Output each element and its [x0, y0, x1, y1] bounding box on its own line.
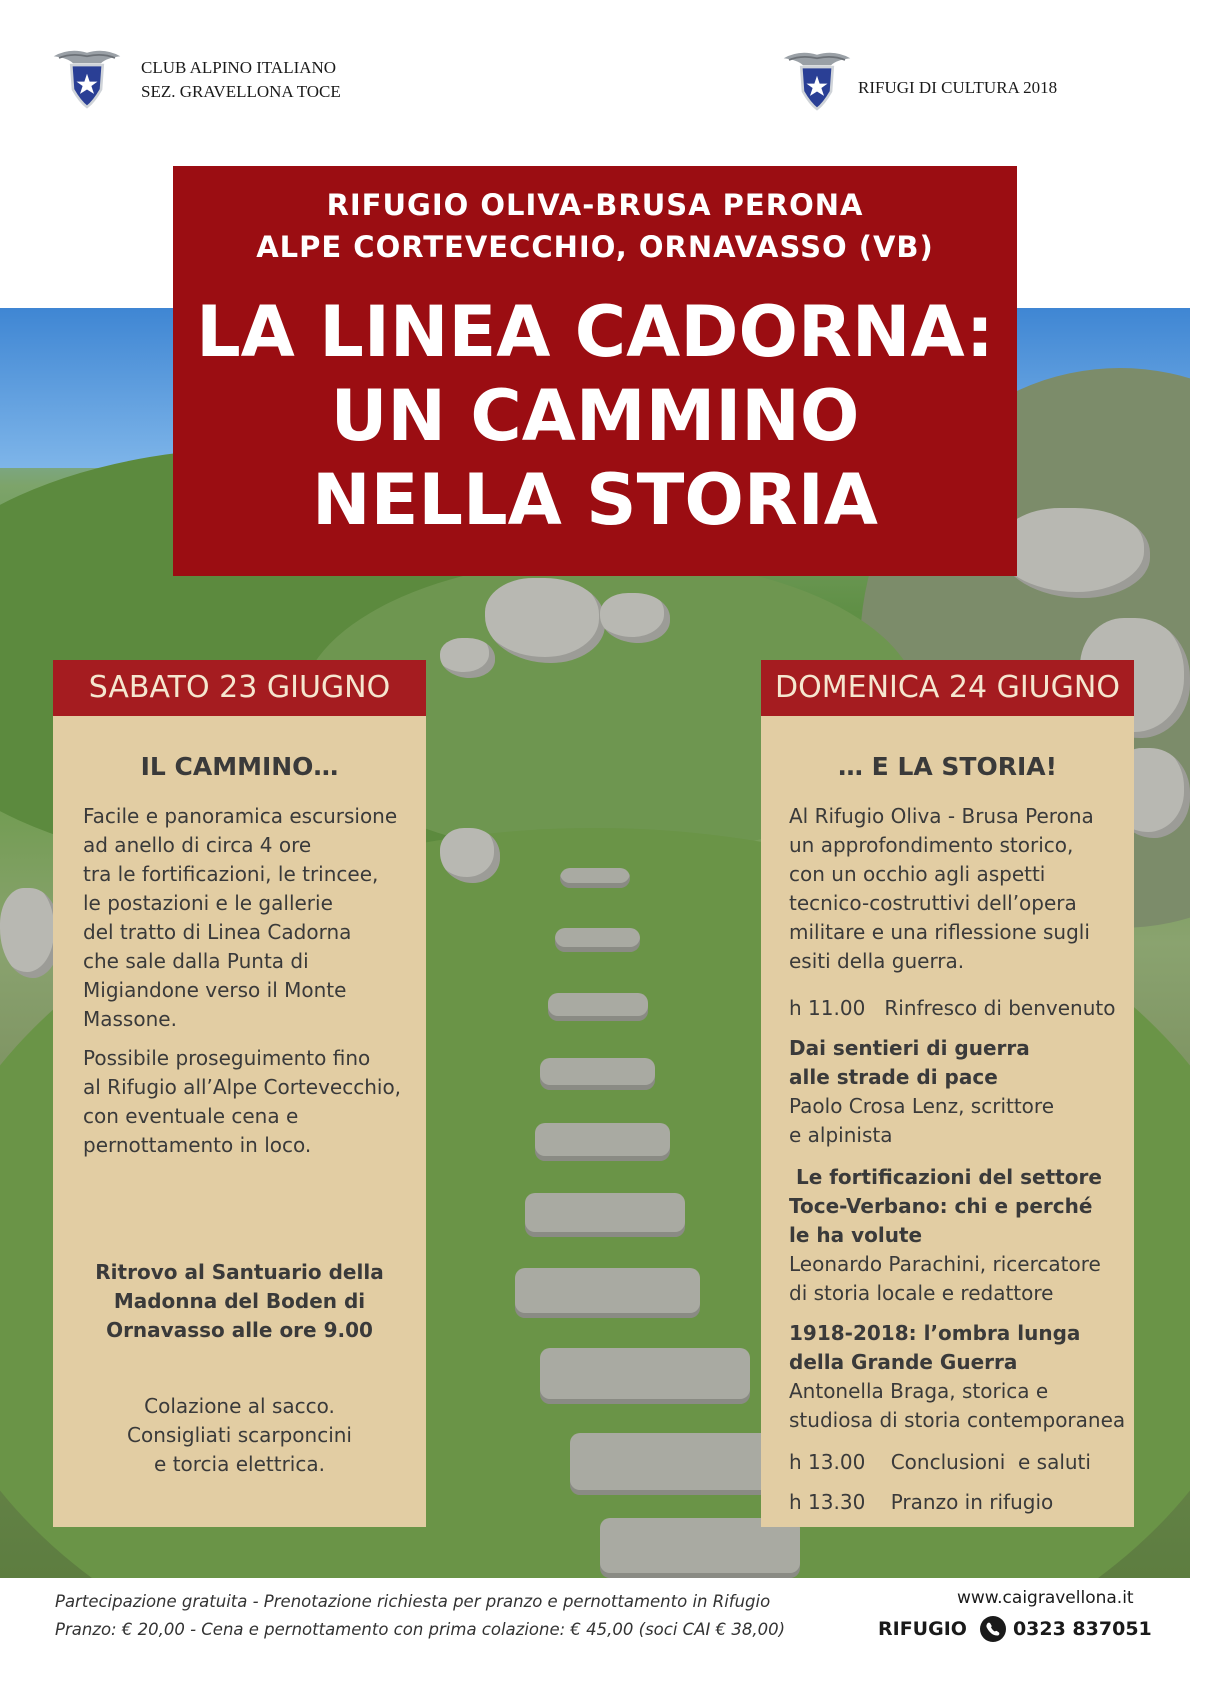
event-series-label: RIFUGI DI CULTURA 2018: [858, 78, 1058, 97]
website[interactable]: www.caigravellona.it: [957, 1588, 1134, 1608]
event-title-line1: LA LINEA CADORNA:: [196, 291, 994, 373]
saturday-meeting-point: Ritrovo al Santuario della Madonna del Boden di Ornavasso alle ore 9.00: [95, 1260, 384, 1342]
saturday-notes: Colazione al sacco. Consigliati scarponcini e torcia elettrica.: [127, 1394, 352, 1476]
saturday-description: Facile e panoramica escursione ad anello di circa 4 ore tra le fortificazioni, le trincee, le postazioni e le gallerie del tratto di Linea Cadorna che sale dalla Punta di Migiandone verso il Monte Massone.: [83, 804, 398, 1031]
venue-location: ALPE CORTEVECCHIO, ORNAVASSO (VB): [256, 230, 934, 264]
talk3-speaker: Antonella Braga, storica e studiosa di storia contemporanea: [789, 1379, 1126, 1432]
schedule-welcome: h 11.00 Rinfresco di benvenuto: [789, 996, 1116, 1020]
telephone-icon: [979, 1615, 1007, 1643]
path-step: [515, 1268, 700, 1318]
booking-note: Partecipazione gratuita - Prenotazione richiesta per pranzo e pernottamento in Rifugio: [55, 1592, 771, 1611]
saturday-panel: [53, 716, 426, 1527]
talk1-title: Dai sentieri di guerra alle strade di pace: [789, 1036, 1030, 1089]
rifugio-label: RIFUGIO: [878, 1618, 967, 1640]
venue-name: RIFUGIO OLIVA-BRUSA PERONA: [326, 188, 864, 222]
sunday-panel: [761, 716, 1134, 1527]
event-title-line2: UN CAMMINO: [330, 375, 860, 457]
cai-eagle-star-logo-icon: [782, 46, 852, 116]
boulder: [0, 888, 60, 978]
path-step: [555, 928, 640, 952]
path-step: [540, 1348, 750, 1404]
title-banner: [173, 166, 1017, 576]
path-step: [570, 1433, 790, 1495]
path-step: [548, 993, 648, 1021]
org-name: CLUB ALPINO ITALIANO: [141, 58, 337, 77]
path-step: [540, 1058, 655, 1090]
path-step: [600, 1518, 800, 1578]
footer-notes: [55, 1588, 785, 1644]
path-step: [525, 1193, 685, 1237]
rifugio-contact: [878, 1614, 1152, 1644]
phone-number[interactable]: 0323 837051: [1012, 1618, 1152, 1640]
schedule-closing: h 13.00 Conclusioni e saluti: [789, 1450, 1091, 1474]
path-step: [535, 1123, 670, 1161]
schedule-lunch: h 13.30 Pranzo in rifugio: [789, 1490, 1054, 1514]
sunday-date-header: DOMENICA 24 GIUGNO: [761, 660, 1134, 716]
saturday-extension: Possibile proseguimento fino al Rifugio all’Alpe Cortevecchio, con eventuale cena e pernottamento in loco.: [83, 1046, 402, 1157]
talk2-speaker: Leonardo Parachini, ricercatore di storia locale e redattore: [789, 1252, 1101, 1305]
saturday-date-header: SABATO 23 GIUGNO: [53, 660, 426, 716]
talk1-speaker: Paolo Crosa Lenz, scrittore e alpinista: [789, 1094, 1055, 1147]
talk3-title: 1918-2018: l’ombra lunga della Grande Guerra: [789, 1321, 1081, 1374]
event-title-line3: NELLA STORIA: [312, 459, 878, 541]
sunday-heading: … E LA STORIA!: [837, 752, 1058, 781]
price-note: Pranzo: € 20,00 - Cena e pernottamento con prima colazione: € 45,00 (soci CAI € 38,00): [55, 1620, 786, 1639]
org-section: SEZ. GRAVELLONA TOCE: [141, 82, 341, 101]
saturday-heading: IL CAMMINO…: [140, 752, 339, 781]
path-step: [560, 868, 630, 888]
sunday-intro: Al Rifugio Oliva - Brusa Perona un approfondimento storico, con un occhio agli aspetti tecnico-costruttivi dell’opera militare e una riflessione sugli esiti della guerra.: [789, 804, 1094, 973]
talk2-title: Le fortificazioni del settore Toce-Verbano: chi e perché le ha volute: [789, 1165, 1102, 1247]
cai-eagle-star-logo-icon: [52, 44, 122, 114]
